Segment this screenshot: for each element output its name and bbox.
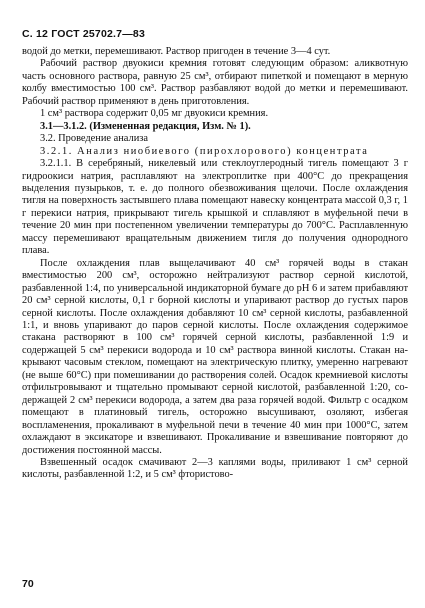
paragraph: 3.2.1. Анализ ниобиевого (пирохлорового) концентрата — [40, 145, 369, 157]
page-number: 70 — [22, 578, 34, 590]
paragraph: 3.2. Проведение анализа — [40, 133, 148, 145]
paragraph: 3.1—3.1.2. (Измененная редакция, Изм. № 1). — [40, 120, 251, 132]
paragraph: После охлаждения плав выщелачивают 40 см³ горячей воды в стакан вместимостью 200 см³, осторожно нейтрализуют раствор серной кислотой, разбавленной 1:4, по универсальной индикаторной бумаге до рН 6 и затем прибавляют 20 см³ серной кислоты, 0,1 г борной кислоты и упаривают раствор до густых паров серной кислоты. После охлаждения добавляют 10 см³ серной кислоты, разбавленной 1:1, и вновь упаривают до паров серной кислоты. После охлаждения содержимое стакана растворяют в 100 см³ горячей серной кислоты, разбавленной 1:9 и содержащей 5 см³ перекиси водорода и 10 см³ раствора винной кислоты. Стакан накрывают часовым стеклом, помещают на электрическую плитку, умеренно нагревают (не выше 60°С) при помешивании до растворения солей. Осадок кремниевой кислоты отфильтровывают и тщательно промывают серной кислотой, разбавленной 1:20, содержащей 2 см³ перекиси водорода, а затем два раза горячей водой. Фильтр с осадком помещают в платиновый тигель, осторожно высушивают, озоляют, избегая воспламенения, прокаливают в муфельной печи в течение 40 мин при 1000°С, затем охлаждают в эксикаторе и взвешивают. Прокаливание и взвешивание повторяют до достижения постоянной массы. — [22, 257, 408, 456]
paragraph: водой до метки, перемешивают. Раствор пригоден в течение 3—4 сут. — [22, 46, 331, 57]
page-header: С. 12 ГОСТ 25702.7—83 — [22, 28, 145, 40]
paragraph: 3.2.1.1. В серебряный, никелевый или стеклоуглеродный тигель помещают 3 г гидроокиси натрия, расплавляют на электроплитке при 400°С до прекращения выделения пузырьков, т. е. до полного обезвоживания щелочи. После охлаждения тигля на поверхность застывшего плава помещают навеску концентрата массой 0,3 г, 1 г перекиси натрия, прикрывают тигель крышкой и сплавляют в муфельной печи в течение 20 мин при постепенном увеличении температуры до 700°С. Расплавленную массу перемешивают вращательным движением тигля до получения однородного плава. — [22, 158, 408, 257]
paragraph: Взвешенный осадок смачивают 2—3 каплями воды, приливают 1 см³ серной кислоты, разбавленной 1:2, и 5 см³ фтористово- — [22, 456, 408, 481]
body-text — [22, 46, 408, 482]
paragraph: 1 см³ раствора содержит 0,05 мг двуокиси кремния. — [40, 108, 269, 120]
paragraph: Рабочий раствор двуокиси кремния готовят следующим образом: аликвотную часть основного раствора, равную 25 см³, отбирают пипеткой и помещают в мерную колбу вместимостью 100 см³. Раствор разбавляют водой до метки и перемешивают. Рабочий раствор применяют в день приготовления. — [22, 58, 408, 107]
